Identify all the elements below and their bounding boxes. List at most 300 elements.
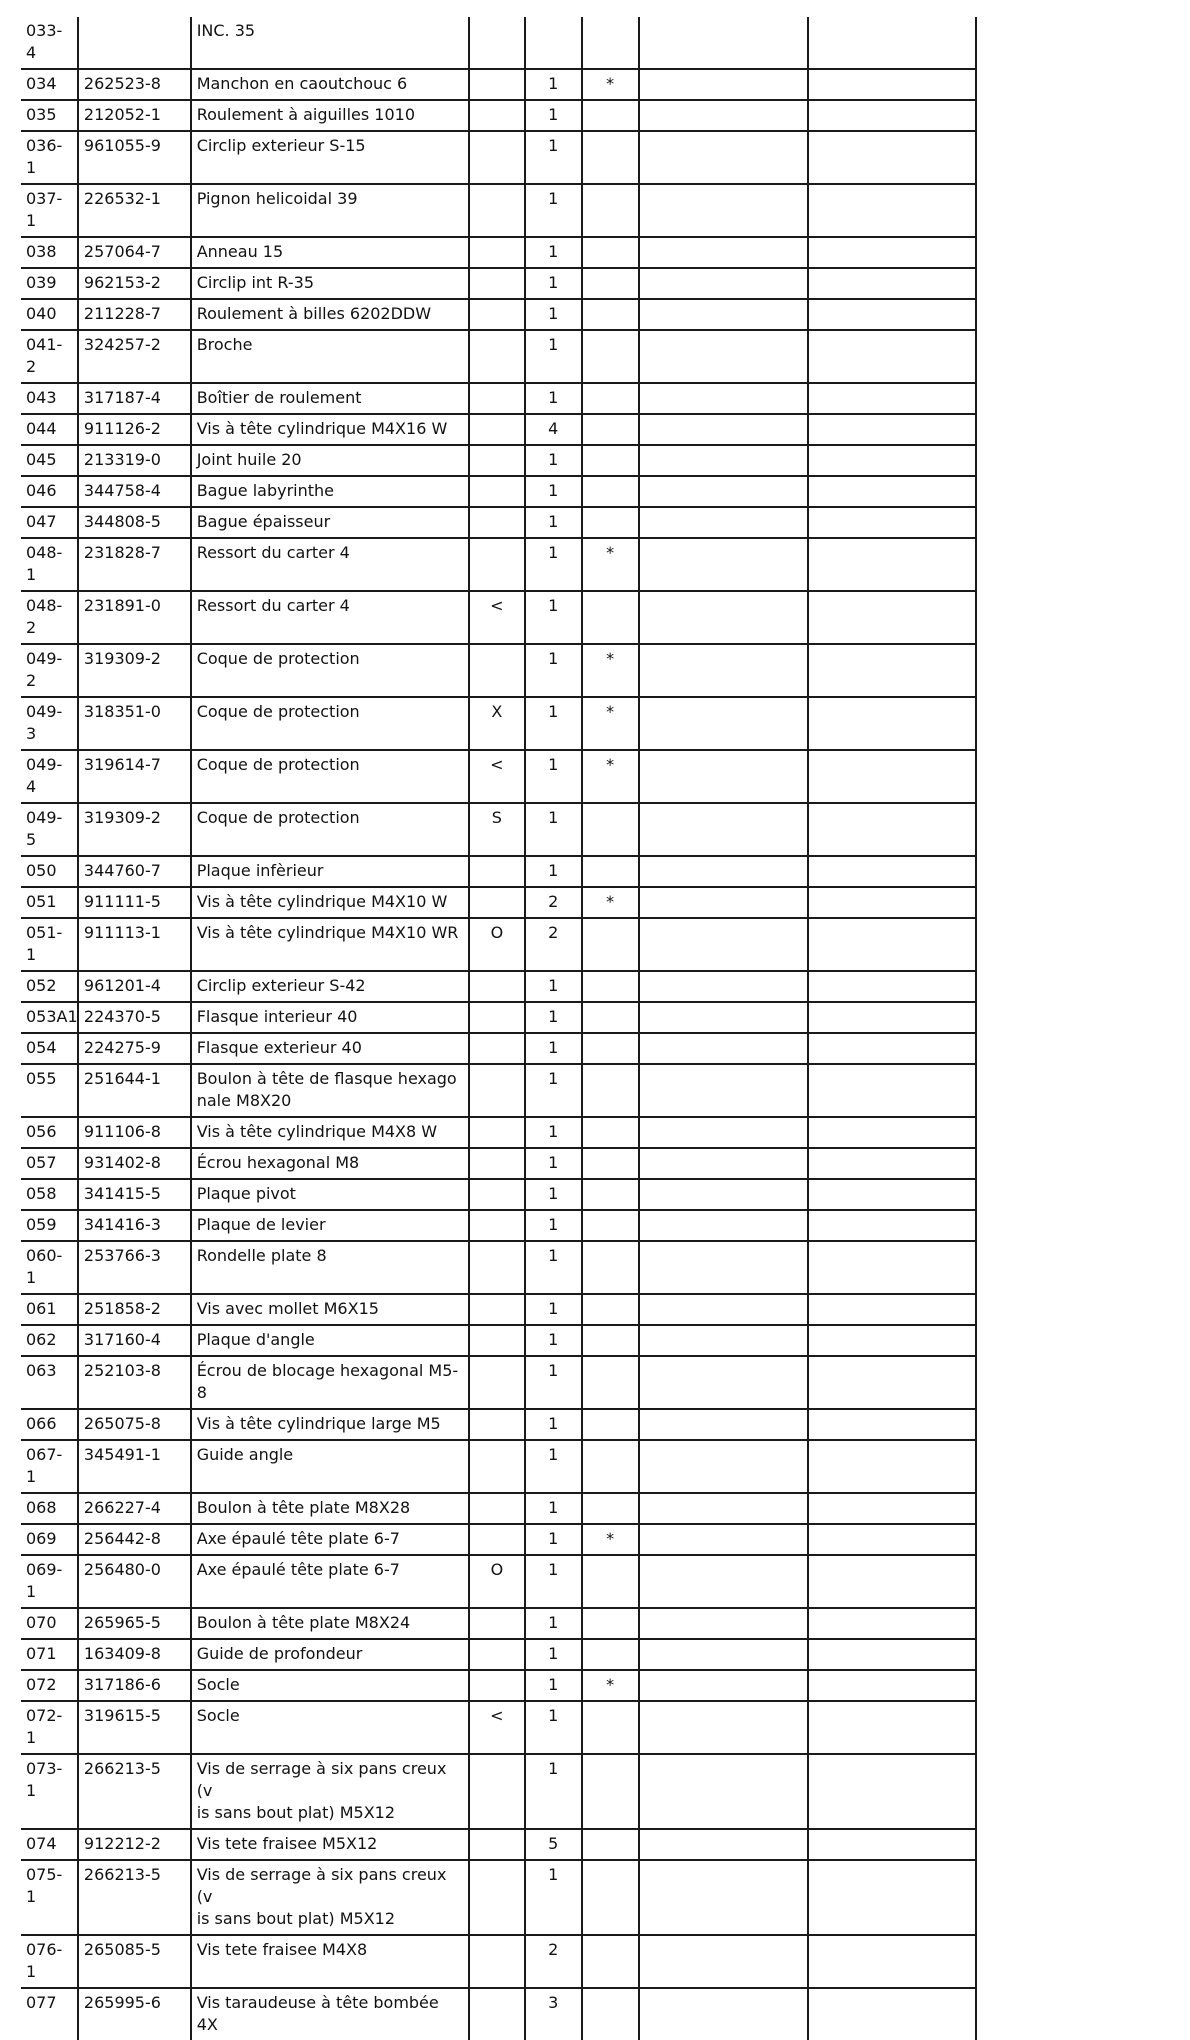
item-number-cell: 051-1 xyxy=(21,918,78,971)
description-cell xyxy=(191,856,469,887)
quantity-cell: 3 xyxy=(525,1988,582,2040)
description-cell xyxy=(191,697,469,750)
quantity-cell: 1 xyxy=(525,1294,582,1325)
part-number-cell: 911106-8 xyxy=(78,1117,191,1148)
description-line: Pignon helicoidal 39 xyxy=(196,189,358,208)
part-number-cell: 911113-1 xyxy=(78,918,191,971)
blank-cell xyxy=(808,803,976,856)
blank-cell xyxy=(808,644,976,697)
blank-cell xyxy=(639,237,809,268)
blank-cell xyxy=(808,1524,976,1555)
blank-cell xyxy=(808,131,976,184)
variant-code-cell xyxy=(469,100,525,131)
description-cell xyxy=(191,1002,469,1033)
table-row xyxy=(21,507,976,538)
mark-cell xyxy=(582,1356,639,1409)
quantity-cell: 4 xyxy=(525,414,582,445)
part-number-cell: 251858-2 xyxy=(78,1294,191,1325)
mark-cell xyxy=(582,1409,639,1440)
description-line: Coque de protection xyxy=(196,808,360,827)
blank-cell xyxy=(639,1754,809,1829)
description-cell xyxy=(191,1493,469,1524)
variant-code-cell: O xyxy=(469,1555,525,1608)
blank-cell xyxy=(808,1409,976,1440)
mark-cell xyxy=(582,414,639,445)
part-number-cell: 265995-6 xyxy=(78,1988,191,2040)
description-line: 8 xyxy=(196,1383,207,1402)
part-number-cell: 341415-5 xyxy=(78,1179,191,1210)
part-number-cell: 317187-4 xyxy=(78,383,191,414)
item-number-cell: 055 xyxy=(21,1064,78,1117)
table-row xyxy=(21,1639,976,1670)
variant-code-cell xyxy=(469,1210,525,1241)
blank-cell xyxy=(639,1440,809,1493)
blank-cell xyxy=(639,856,809,887)
blank-cell xyxy=(639,268,809,299)
item-number-cell: 058 xyxy=(21,1179,78,1210)
description-line: INC. 35 xyxy=(196,21,256,40)
description-cell xyxy=(191,1064,469,1117)
table-row xyxy=(21,1064,976,1117)
mark-cell xyxy=(582,1493,639,1524)
table-row xyxy=(21,476,976,507)
quantity-cell: 1 xyxy=(525,697,582,750)
variant-code-cell xyxy=(469,1409,525,1440)
quantity-cell: 1 xyxy=(525,1179,582,1210)
part-number-cell: 341416-3 xyxy=(78,1210,191,1241)
table-row xyxy=(21,803,976,856)
variant-code-cell xyxy=(469,971,525,1002)
quantity-cell: 1 xyxy=(525,131,582,184)
quantity-cell: 1 xyxy=(525,538,582,591)
quantity-cell: 1 xyxy=(525,1117,582,1148)
variant-code-cell xyxy=(469,330,525,383)
description-cell xyxy=(191,445,469,476)
variant-code-cell xyxy=(469,1241,525,1294)
description-cell xyxy=(191,476,469,507)
blank-cell xyxy=(639,1639,809,1670)
description-line: Bague épaisseur xyxy=(196,512,331,531)
variant-code-cell xyxy=(469,383,525,414)
blank-cell xyxy=(808,1294,976,1325)
description-line: Circlip exterieur S-42 xyxy=(196,976,366,995)
description-cell xyxy=(191,1829,469,1860)
blank-cell xyxy=(639,697,809,750)
quantity-cell: 1 xyxy=(525,1860,582,1935)
mark-cell xyxy=(582,1754,639,1829)
quantity-cell: 1 xyxy=(525,1754,582,1829)
description-line: Socle xyxy=(196,1706,240,1725)
part-number-cell: 345491-1 xyxy=(78,1440,191,1493)
table-row xyxy=(21,69,976,100)
part-number-cell: 266213-5 xyxy=(78,1754,191,1829)
quantity-cell: 1 xyxy=(525,1033,582,1064)
description-line: Socle xyxy=(196,1675,240,1694)
quantity-cell: 1 xyxy=(525,803,582,856)
description-line: Plaque de levier xyxy=(196,1215,326,1234)
mark-cell xyxy=(582,1064,639,1117)
part-number-cell: 931402-8 xyxy=(78,1148,191,1179)
blank-cell xyxy=(639,299,809,330)
item-number-cell: 040 xyxy=(21,299,78,330)
blank-cell xyxy=(808,1179,976,1210)
part-number-cell: 911126-2 xyxy=(78,414,191,445)
description-cell xyxy=(191,1639,469,1670)
description-line: Vis taraudeuse à tête bombée 4X xyxy=(196,1993,439,2034)
blank-cell xyxy=(808,887,976,918)
description-line: Vis de serrage à six pans creux (v xyxy=(196,1759,447,1800)
mark-cell: * xyxy=(582,538,639,591)
item-number-cell: 052 xyxy=(21,971,78,1002)
table-row xyxy=(21,1555,976,1608)
blank-cell xyxy=(808,1555,976,1608)
variant-code-cell xyxy=(469,887,525,918)
description-line: Flasque exterieur 40 xyxy=(196,1038,362,1057)
part-number-cell: 213319-0 xyxy=(78,445,191,476)
item-number-cell: 050 xyxy=(21,856,78,887)
blank-cell xyxy=(639,1555,809,1608)
variant-code-cell xyxy=(469,1754,525,1829)
blank-cell xyxy=(639,184,809,237)
description-cell xyxy=(191,414,469,445)
description-cell xyxy=(191,1409,469,1440)
item-number-cell: 076-1 xyxy=(21,1935,78,1988)
table-row xyxy=(21,1294,976,1325)
variant-code-cell xyxy=(469,476,525,507)
description-line: Circlip int R-35 xyxy=(196,273,315,292)
blank-cell xyxy=(639,1524,809,1555)
description-line: Flasque interieur 40 xyxy=(196,1007,358,1026)
variant-code-cell xyxy=(469,1033,525,1064)
quantity-cell: 1 xyxy=(525,299,582,330)
item-number-cell: 036-1 xyxy=(21,131,78,184)
part-number-cell: 962153-2 xyxy=(78,268,191,299)
part-number-cell: 961055-9 xyxy=(78,131,191,184)
description-cell xyxy=(191,1608,469,1639)
item-number-cell: 047 xyxy=(21,507,78,538)
variant-code-cell: < xyxy=(469,591,525,644)
description-cell xyxy=(191,17,469,69)
mark-cell: * xyxy=(582,697,639,750)
blank-cell xyxy=(639,887,809,918)
item-number-cell: 045 xyxy=(21,445,78,476)
variant-code-cell xyxy=(469,1294,525,1325)
table-row xyxy=(21,644,976,697)
blank-cell xyxy=(639,1670,809,1701)
parts-table-body xyxy=(21,17,976,2040)
description-line: Plaque pivot xyxy=(196,1184,296,1203)
item-number-cell: 049-4 xyxy=(21,750,78,803)
blank-cell xyxy=(808,918,976,971)
mark-cell xyxy=(582,1440,639,1493)
variant-code-cell xyxy=(469,507,525,538)
part-number-cell: 319615-5 xyxy=(78,1701,191,1754)
description-line: Rondelle plate 8 xyxy=(196,1246,327,1265)
blank-cell xyxy=(808,1829,976,1860)
table-row xyxy=(21,1860,976,1935)
description-cell xyxy=(191,887,469,918)
description-line: Axe épaulé tête plate 6-7 xyxy=(196,1529,400,1548)
quantity-cell: 1 xyxy=(525,856,582,887)
item-number-cell: 038 xyxy=(21,237,78,268)
variant-code-cell xyxy=(469,268,525,299)
item-number-cell: 060-1 xyxy=(21,1241,78,1294)
quantity-cell: 1 xyxy=(525,750,582,803)
variant-code-cell xyxy=(469,1935,525,1988)
variant-code-cell: S xyxy=(469,803,525,856)
mark-cell: * xyxy=(582,69,639,100)
variant-code-cell xyxy=(469,299,525,330)
quantity-cell: 1 xyxy=(525,1701,582,1754)
item-number-cell: 051 xyxy=(21,887,78,918)
description-cell xyxy=(191,268,469,299)
blank-cell xyxy=(808,17,976,69)
item-number-cell: 070 xyxy=(21,1608,78,1639)
mark-cell xyxy=(582,507,639,538)
table-row xyxy=(21,268,976,299)
description-line: Broche xyxy=(196,335,253,354)
description-cell xyxy=(191,538,469,591)
description-line: Boulon à tête de flasque hexago xyxy=(196,1069,457,1088)
item-number-cell: 049-2 xyxy=(21,644,78,697)
description-line: Guide de profondeur xyxy=(196,1644,363,1663)
part-number-cell: 265085-5 xyxy=(78,1935,191,1988)
description-cell xyxy=(191,1670,469,1701)
item-number-cell: 033-4 xyxy=(21,17,78,69)
blank-cell xyxy=(808,750,976,803)
quantity-cell: 5 xyxy=(525,1829,582,1860)
description-line: Ressort du carter 4 xyxy=(196,596,350,615)
blank-cell xyxy=(808,1608,976,1639)
table-row xyxy=(21,1325,976,1356)
item-number-cell: 041-2 xyxy=(21,330,78,383)
blank-cell xyxy=(639,100,809,131)
description-cell xyxy=(191,644,469,697)
item-number-cell: 068 xyxy=(21,1493,78,1524)
part-number-cell: 257064-7 xyxy=(78,237,191,268)
table-row xyxy=(21,1210,976,1241)
quantity-cell: 2 xyxy=(525,887,582,918)
table-row xyxy=(21,1524,976,1555)
blank-cell xyxy=(639,17,809,69)
description-line: Roulement à billes 6202DDW xyxy=(196,304,432,323)
description-cell xyxy=(191,237,469,268)
description-cell xyxy=(191,918,469,971)
blank-cell xyxy=(808,1860,976,1935)
variant-code-cell xyxy=(469,445,525,476)
blank-cell xyxy=(639,69,809,100)
blank-cell xyxy=(639,1935,809,1988)
description-cell xyxy=(191,803,469,856)
blank-cell xyxy=(639,1701,809,1754)
table-row xyxy=(21,1033,976,1064)
mark-cell xyxy=(582,299,639,330)
blank-cell xyxy=(808,1670,976,1701)
mark-cell xyxy=(582,1608,639,1639)
table-row xyxy=(21,1002,976,1033)
variant-code-cell xyxy=(469,856,525,887)
part-number-cell: 256442-8 xyxy=(78,1524,191,1555)
table-row xyxy=(21,1988,976,2040)
variant-code-cell: X xyxy=(469,697,525,750)
mark-cell: * xyxy=(582,887,639,918)
variant-code-cell xyxy=(469,1639,525,1670)
variant-code-cell xyxy=(469,1440,525,1493)
quantity-cell: 1 xyxy=(525,1325,582,1356)
table-row xyxy=(21,383,976,414)
table-row xyxy=(21,856,976,887)
mark-cell xyxy=(582,1148,639,1179)
table-row xyxy=(21,1701,976,1754)
part-number-cell: 252103-8 xyxy=(78,1356,191,1409)
blank-cell xyxy=(639,1117,809,1148)
description-cell xyxy=(191,1325,469,1356)
blank-cell xyxy=(639,507,809,538)
quantity-cell: 1 xyxy=(525,184,582,237)
blank-cell xyxy=(808,1210,976,1241)
description-cell xyxy=(191,1555,469,1608)
variant-code-cell xyxy=(469,1064,525,1117)
quantity-cell: 1 xyxy=(525,971,582,1002)
description-cell xyxy=(191,330,469,383)
mark-cell xyxy=(582,1935,639,1988)
description-line: Joint huile 20 xyxy=(196,450,302,469)
part-number-cell: 961201-4 xyxy=(78,971,191,1002)
part-number-cell: 344808-5 xyxy=(78,507,191,538)
table-row xyxy=(21,1179,976,1210)
item-number-cell: 069 xyxy=(21,1524,78,1555)
blank-cell xyxy=(808,1988,976,2040)
quantity-cell: 1 xyxy=(525,1493,582,1524)
item-number-cell: 061 xyxy=(21,1294,78,1325)
variant-code-cell xyxy=(469,414,525,445)
quantity-cell: 1 xyxy=(525,1524,582,1555)
blank-cell xyxy=(808,383,976,414)
item-number-cell: 056 xyxy=(21,1117,78,1148)
item-number-cell: 037-1 xyxy=(21,184,78,237)
item-number-cell: 039 xyxy=(21,268,78,299)
quantity-cell: 1 xyxy=(525,1210,582,1241)
description-line: Boîtier de roulement xyxy=(196,388,362,407)
table-row xyxy=(21,445,976,476)
description-line: Vis tete fraisee M5X12 xyxy=(196,1834,378,1853)
blank-cell xyxy=(639,538,809,591)
description-cell xyxy=(191,1701,469,1754)
item-number-cell: 044 xyxy=(21,414,78,445)
item-number-cell: 071 xyxy=(21,1639,78,1670)
blank-cell xyxy=(639,414,809,445)
description-cell xyxy=(191,1988,469,2040)
table-row xyxy=(21,1241,976,1294)
blank-cell xyxy=(808,507,976,538)
quantity-cell: 1 xyxy=(525,1555,582,1608)
variant-code-cell xyxy=(469,184,525,237)
description-cell xyxy=(191,971,469,1002)
description-cell xyxy=(191,1179,469,1210)
mark-cell xyxy=(582,268,639,299)
part-number-cell: 231891-0 xyxy=(78,591,191,644)
part-number-cell: 224370-5 xyxy=(78,1002,191,1033)
quantity-cell: 1 xyxy=(525,1356,582,1409)
part-number-cell: 912212-2 xyxy=(78,1829,191,1860)
part-number-cell: 266213-5 xyxy=(78,1860,191,1935)
description-cell xyxy=(191,1210,469,1241)
table-row xyxy=(21,591,976,644)
description-line: Roulement à aiguilles 1010 xyxy=(196,105,415,124)
variant-code-cell: O xyxy=(469,918,525,971)
description-line: Boulon à tête plate M8X28 xyxy=(196,1498,411,1517)
blank-cell xyxy=(808,1002,976,1033)
quantity-cell: 1 xyxy=(525,1670,582,1701)
blank-cell xyxy=(639,918,809,971)
blank-cell xyxy=(639,131,809,184)
description-cell xyxy=(191,299,469,330)
blank-cell xyxy=(639,1294,809,1325)
item-number-cell: 054 xyxy=(21,1033,78,1064)
table-row xyxy=(21,538,976,591)
item-number-cell: 048-1 xyxy=(21,538,78,591)
item-number-cell: 073-1 xyxy=(21,1754,78,1829)
quantity-cell: 1 xyxy=(525,268,582,299)
mark-cell: * xyxy=(582,1670,639,1701)
part-number-cell: 226532-1 xyxy=(78,184,191,237)
description-cell xyxy=(191,131,469,184)
part-number-cell: 212052-1 xyxy=(78,100,191,131)
part-number-cell: 265965-5 xyxy=(78,1608,191,1639)
variant-code-cell xyxy=(469,1829,525,1860)
part-number-cell: 317160-4 xyxy=(78,1325,191,1356)
mark-cell: * xyxy=(582,1524,639,1555)
variant-code-cell xyxy=(469,237,525,268)
quantity-cell: 1 xyxy=(525,644,582,697)
quantity-cell: 1 xyxy=(525,1440,582,1493)
mark-cell xyxy=(582,1294,639,1325)
item-number-cell: 049-3 xyxy=(21,697,78,750)
variant-code-cell xyxy=(469,131,525,184)
mark-cell xyxy=(582,1829,639,1860)
description-cell xyxy=(191,591,469,644)
blank-cell xyxy=(808,414,976,445)
item-number-cell: 066 xyxy=(21,1409,78,1440)
mark-cell xyxy=(582,1002,639,1033)
description-cell xyxy=(191,750,469,803)
mark-cell xyxy=(582,1325,639,1356)
item-number-cell: 049-5 xyxy=(21,803,78,856)
variant-code-cell xyxy=(469,1670,525,1701)
description-line: Boulon à tête plate M8X24 xyxy=(196,1613,411,1632)
mark-cell xyxy=(582,591,639,644)
variant-code-cell xyxy=(469,69,525,100)
mark-cell: * xyxy=(582,644,639,697)
mark-cell xyxy=(582,1555,639,1608)
description-cell xyxy=(191,69,469,100)
description-line: Bague labyrinthe xyxy=(196,481,334,500)
description-cell xyxy=(191,184,469,237)
description-cell xyxy=(191,1117,469,1148)
blank-cell xyxy=(639,1148,809,1179)
table-row xyxy=(21,131,976,184)
description-cell xyxy=(191,100,469,131)
description-line: Coque de protection xyxy=(196,649,360,668)
mark-cell xyxy=(582,476,639,507)
blank-cell xyxy=(639,750,809,803)
blank-cell xyxy=(808,856,976,887)
table-row xyxy=(21,237,976,268)
mark-cell: * xyxy=(582,750,639,803)
quantity-cell: 1 xyxy=(525,1002,582,1033)
blank-cell xyxy=(639,330,809,383)
mark-cell xyxy=(582,1117,639,1148)
